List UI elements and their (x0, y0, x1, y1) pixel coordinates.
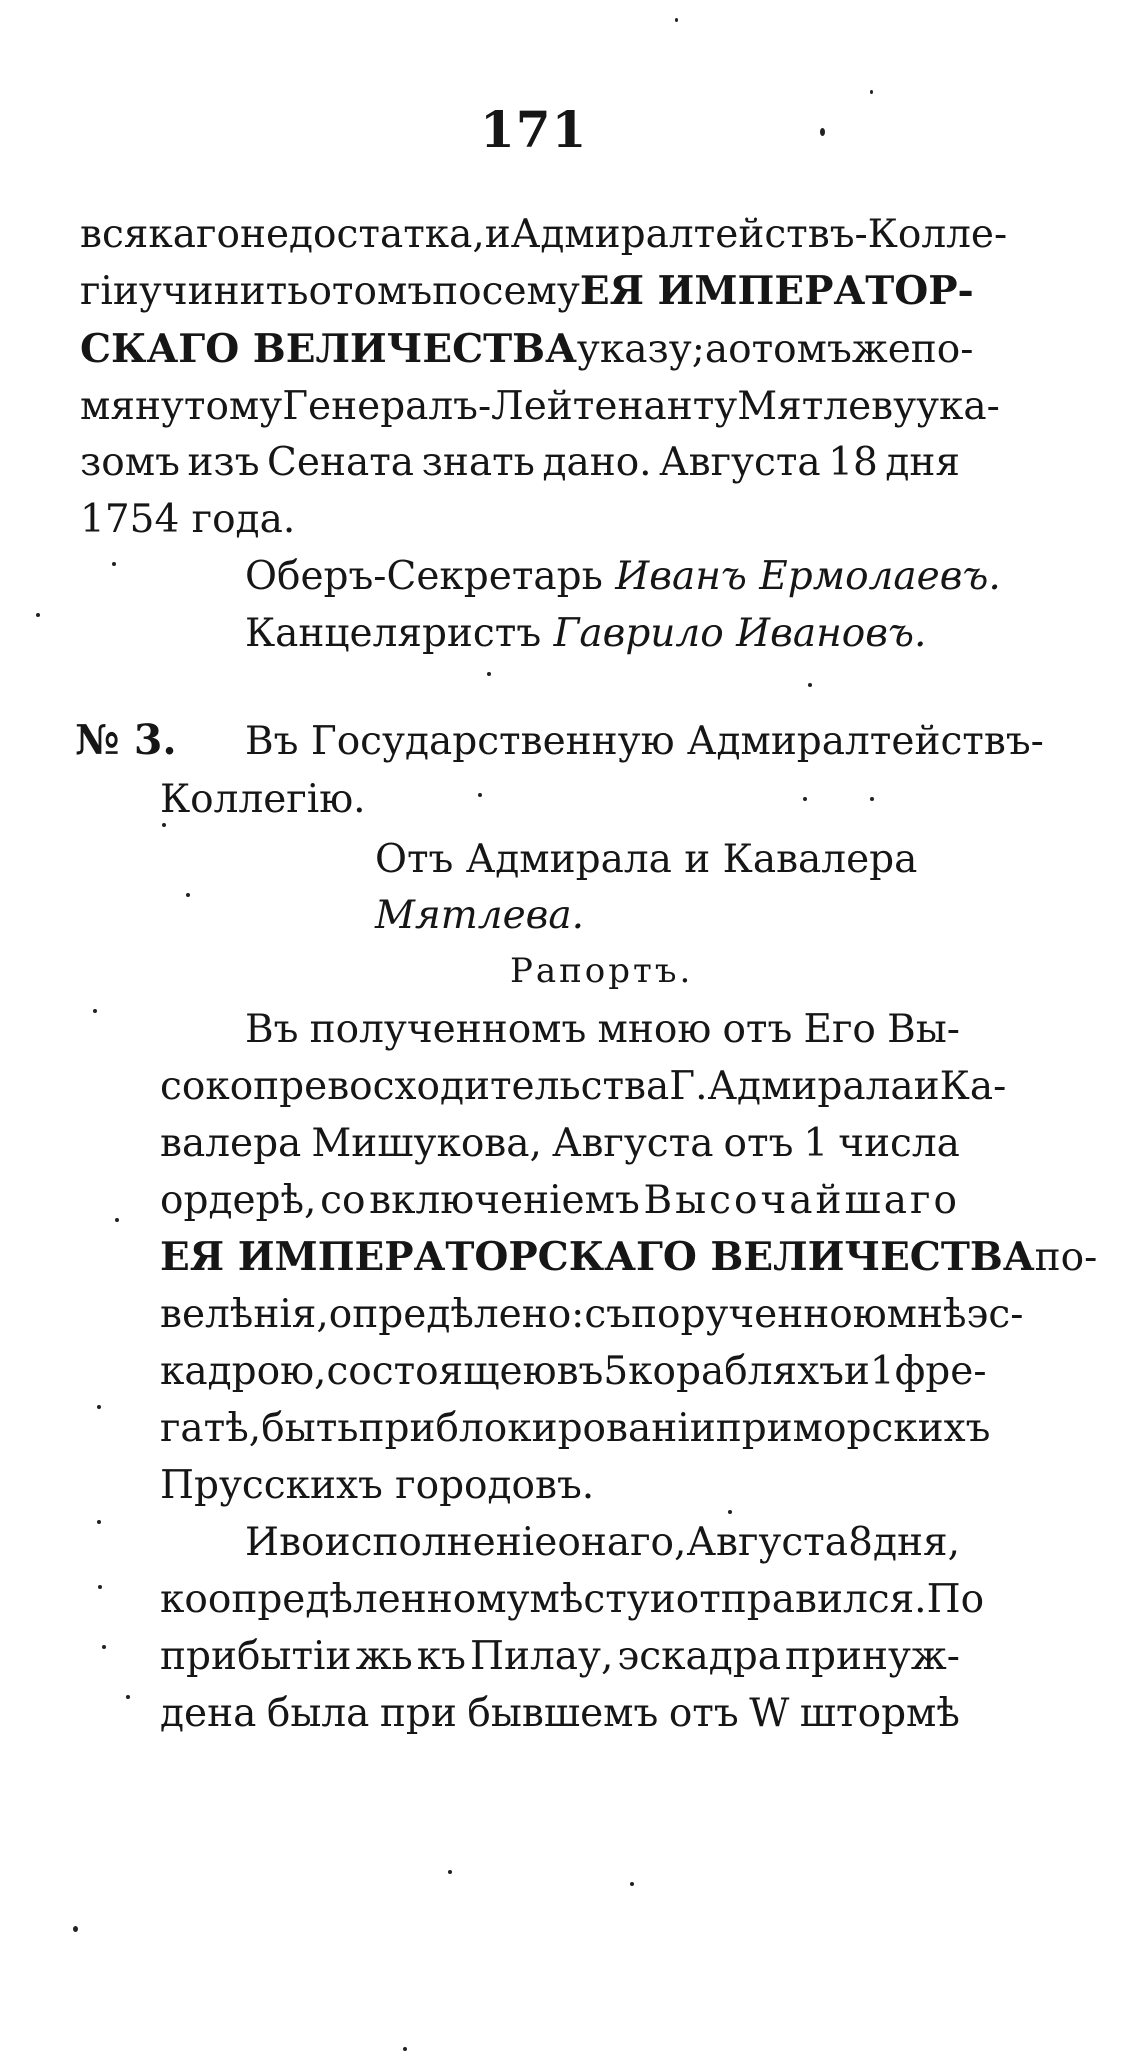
scan-speck (630, 1882, 634, 1886)
scan-speck (478, 793, 482, 797)
scan-speck (728, 1510, 732, 1514)
text-line: сокопревосходительства Г. Адмирала и Ка- (160, 1064, 1007, 1109)
scan-speck (820, 128, 825, 136)
scan-speck (487, 672, 491, 676)
scan-speck (162, 823, 166, 827)
text-line: зомъ изъ Сената знать дано. Августа 18 дня (80, 440, 960, 485)
addressee-line: Въ Государственную Адмиралтействъ- (245, 719, 1044, 764)
scan-speck (186, 893, 190, 897)
signature-title: Оберъ-Секретарь (245, 554, 603, 599)
text-line: велѣнія, опредѣлено: съ порученною мнѣ эс- (160, 1292, 1024, 1337)
signature-line (245, 554, 1001, 599)
addressee-line: Коллегію. (160, 777, 366, 822)
scan-speck (870, 90, 873, 94)
page-number: 171 (480, 100, 588, 159)
signature-name: Гаврило Ивановъ. (553, 611, 927, 656)
text-line: ордерѣ, со включеніемъ Высочайшаго (160, 1178, 960, 1223)
signature-line (245, 611, 927, 656)
scan-speck (115, 1218, 119, 1222)
scan-speck (36, 613, 40, 617)
scan-speck (808, 683, 812, 687)
scan-speck (97, 1520, 101, 1524)
document-number: № 3. (75, 716, 177, 764)
signature-title: Канцеляристъ (245, 611, 542, 656)
scan-speck (102, 1645, 106, 1649)
text-line: 1754 года. (80, 497, 296, 542)
sender-name: Мятлева. (375, 893, 584, 938)
text-line: прибытіи жь къ Пилау, эскадра принуж- (160, 1634, 960, 1679)
scan-speck (126, 1695, 130, 1699)
text-line: валера Мишукова, Августа отъ 1 числа (160, 1121, 960, 1166)
text-line: Прусскихъ городовъ. (160, 1463, 595, 1508)
text-line: кадрою, состоящею въ 5 корабляхъ и 1 фре- (160, 1349, 987, 1394)
scan-speck (403, 2047, 407, 2051)
text-line: гіи учинить о томъ по сему ЕЯ ИМПЕРАТОР- (80, 268, 974, 314)
text-line: ко опредѣленному мѣсту и отправился. По (160, 1577, 985, 1622)
text-line: всякаго недостатка, и Адмиралтействъ-Колле- (80, 212, 1008, 257)
text-line: дена была при бывшемъ отъ W штормѣ (160, 1691, 960, 1736)
signature-name: Иванъ Ермолаевъ. (615, 554, 1001, 599)
scan-speck (448, 1870, 452, 1874)
document-heading: Рапортъ. (510, 951, 694, 991)
scan-speck (97, 1405, 101, 1409)
text-line: мянутому Генералъ-Лейтенанту Мятлеву ука- (80, 384, 1000, 429)
text-line: ЕЯ ИМПЕРАТОРСКАГО ВЕЛИЧЕСТВА по- (160, 1234, 1098, 1280)
text-line: И во исполненіе онаго, Августа 8 дня, (245, 1520, 960, 1565)
scan-speck (93, 1009, 97, 1013)
scan-speck (675, 18, 678, 22)
text-line: СКАГО ВЕЛИЧЕСТВА указу; а о томъже по- (80, 326, 974, 372)
sender-line: Отъ Адмирала и Кавалера (375, 837, 918, 882)
text-line: Въ полученномъ мною отъ Его Вы- (245, 1007, 960, 1052)
scan-speck (870, 797, 874, 801)
scan-speck (73, 1926, 78, 1932)
scan-speck (112, 562, 116, 566)
text-line: гатѣ, быть при блокированіи приморскихъ (160, 1406, 991, 1451)
scan-speck (98, 1585, 102, 1589)
scan-speck (803, 797, 807, 801)
